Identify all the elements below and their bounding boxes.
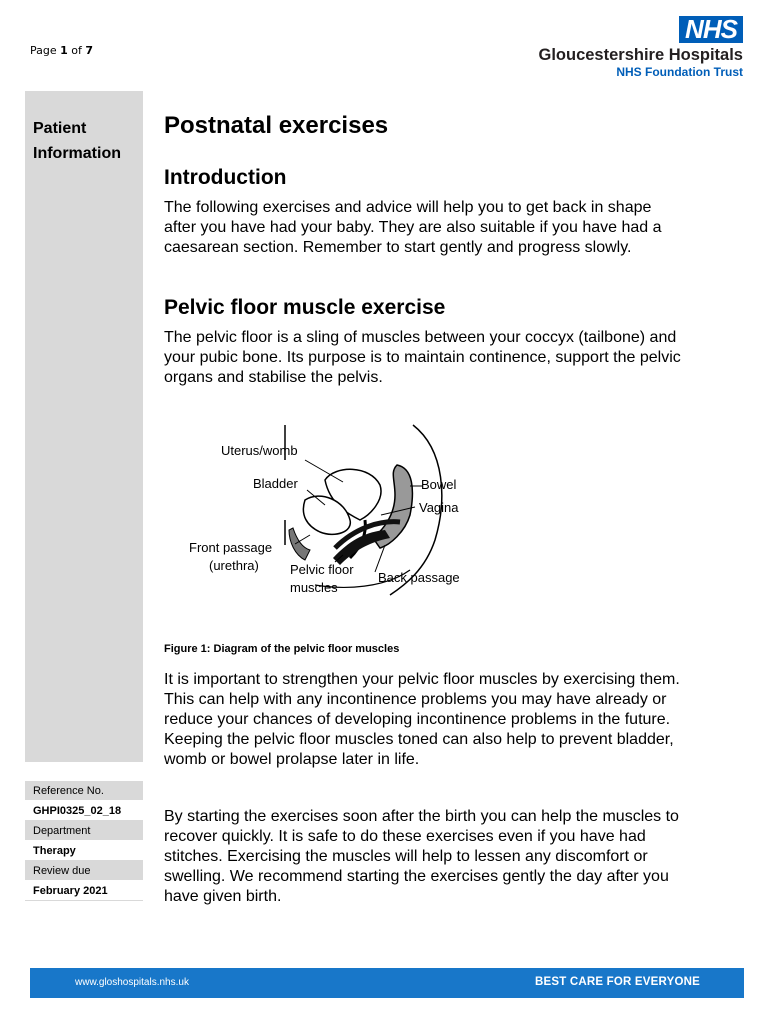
label-front-passage: Front passage <box>189 540 273 555</box>
label-uterus: Uterus/womb <box>221 443 298 458</box>
label-muscles: muscles <box>290 580 338 595</box>
sidebar-panel <box>25 91 143 762</box>
nhs-logo: NHS <box>679 16 743 43</box>
footer-url[interactable]: www.gloshospitals.nhs.uk <box>75 977 189 988</box>
page-number: Page 1 of 7 <box>30 44 94 57</box>
department-label: Department <box>25 821 143 841</box>
label-back-passage: Back passage <box>378 570 460 585</box>
review-value: February 2021 <box>25 881 143 901</box>
sidebar-title: Patient Information <box>33 120 121 162</box>
pelvic-heading: Pelvic floor muscle exercise <box>164 296 446 319</box>
ref-value: GHPI0325_02_18 <box>25 801 143 821</box>
label-bladder: Bladder <box>253 476 298 491</box>
org-name: Gloucestershire Hospitals <box>538 46 743 64</box>
leader-back-passage <box>375 545 385 572</box>
label-pelvic-floor: Pelvic floor <box>290 562 354 577</box>
figure-caption: Figure 1: Diagram of the pelvic floor muscles <box>164 643 400 655</box>
page-title: Postnatal exercises <box>164 112 389 139</box>
pelvic-floor-diagram <box>185 420 485 600</box>
ref-label: Reference No. <box>25 781 143 801</box>
paragraph-starting: By starting the exercises soon after the birth you can help the muscles to recover quickly. It is safe to do these exercises even if you have had stitches. Exercising the muscles will help to lessen any discomfort or swelling. We recommend starting the exercises gently the day after you have given birth. <box>164 808 679 905</box>
paragraph-strengthen: It is important to strengthen your pelvic floor muscles by exercising them. This can help with any incontinence problems you may have already or reduce your chances of developing incontinence problems in the future. Keeping the pelvic floor muscles toned can also help to prevent bladder, womb or bowel prolapse later in life. <box>164 671 680 768</box>
footer-bar <box>30 968 744 998</box>
intro-heading: Introduction <box>164 166 287 189</box>
label-vagina: Vagina <box>419 500 459 515</box>
pelvic-text: The pelvic floor is a sling of muscles between your coccyx (tailbone) and your pubic bone. Its purpose is to maintain continence, support the pelvic organs and stabilise the pelvis. <box>164 329 681 386</box>
pubic-bone <box>289 528 310 560</box>
footer-motto: BEST CARE FOR EVERYONE <box>535 976 700 988</box>
reference-table <box>25 781 143 901</box>
label-urethra: (urethra) <box>209 558 259 573</box>
intro-text: The following exercises and advice will help you to get back in shape after you have had your baby. They are also suitable if you have had a caesarean section. Remember to start gently and progress slowly. <box>164 199 662 256</box>
department-value: Therapy <box>25 841 143 861</box>
label-bowel: Bowel <box>421 477 457 492</box>
org-trust: NHS Foundation Trust <box>616 65 743 79</box>
review-label: Review due <box>25 861 143 881</box>
